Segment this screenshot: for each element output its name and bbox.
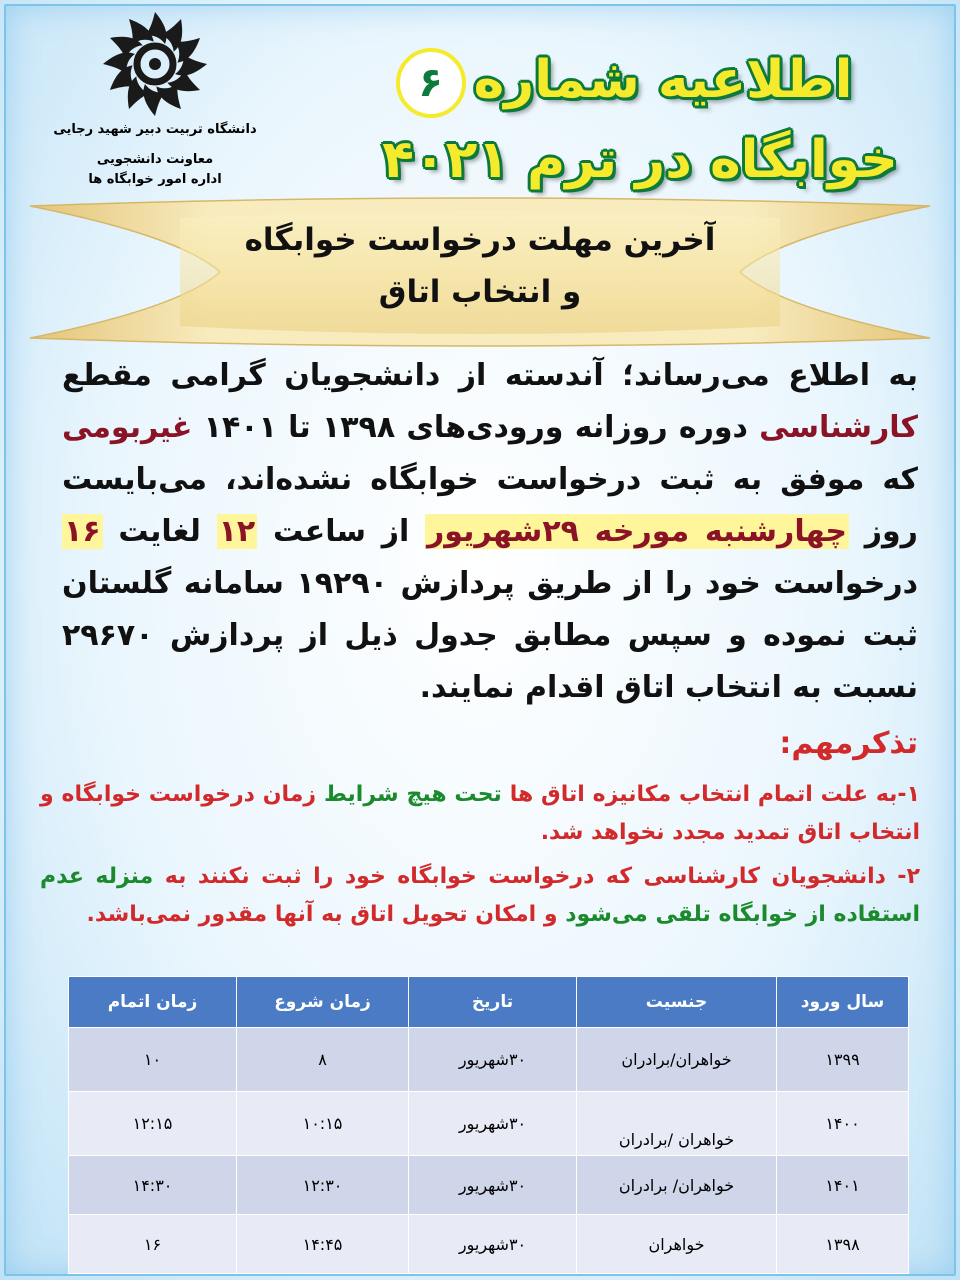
table-header-row <box>69 977 909 1028</box>
university-name: دانشگاه تربیت دبیر شهید رجایی <box>53 122 257 137</box>
degree-highlight: کارشناسی <box>759 410 918 445</box>
cell-entry-year: ۱۴۰۰ <box>777 1092 909 1156</box>
column-header-gender: جنسیت <box>577 977 777 1028</box>
important-notes-heading: تذکرمهم: <box>779 726 918 761</box>
cell-gender: خواهران <box>577 1215 777 1274</box>
cell-end-time: ۱۲:۱۵ <box>69 1092 237 1156</box>
cell-start-time: ۱۰:۱۵ <box>237 1092 409 1156</box>
body-text: از ساعت <box>272 514 410 549</box>
body-text: دوره روزانه ورودی‌های ۱۳۹۸ تا ۱۴۰۱ <box>203 410 748 445</box>
cell-end-time: ۱۴:۳۰ <box>69 1156 237 1215</box>
announcement-title <box>310 40 930 120</box>
end-hour-highlight: ۱۶ <box>64 514 101 549</box>
table-row <box>69 1028 909 1092</box>
announcement-body <box>62 350 918 714</box>
cell-end-time: ۱۶ <box>69 1215 237 1274</box>
banner-line-1: آخرین مهلت درخواست خوابگاه <box>244 222 716 258</box>
table-row <box>69 1215 909 1274</box>
cell-end-time: ۱۰ <box>69 1028 237 1092</box>
cell-entry-year: ۱۴۰۱ <box>777 1156 909 1215</box>
cell-date: ۳۰شهریور <box>409 1156 577 1215</box>
cell-gender: خواهران /برادران <box>577 1092 777 1156</box>
scroll-banner <box>20 196 940 348</box>
department-name: معاونت دانشجویی <box>96 152 214 167</box>
note-1-emphasis: تحت هیچ شرایط <box>323 782 502 807</box>
announcement-subtitle: خوابگاه در ترم ۴۰۲۱ <box>382 130 898 190</box>
note-1-text: ۱-به علت اتمام انتخاب مکانیزه اتاق ها <box>509 782 920 807</box>
cell-date: ۳۰شهریور <box>409 1028 577 1092</box>
body-text: که موفق به ثبت درخواست خوابگاه نشده‌اند، می‌بایست روز <box>62 462 918 549</box>
cell-entry-year: ۱۳۹۹ <box>777 1028 909 1092</box>
note-1 <box>40 776 920 852</box>
table-row <box>69 1156 909 1215</box>
column-header-end-time: زمان اتمام <box>69 977 237 1028</box>
column-header-date: تاریخ <box>409 977 577 1028</box>
cell-date: ۳۰شهریور <box>409 1092 577 1156</box>
column-header-start-time: زمان شروع <box>237 977 409 1028</box>
note-1-text-end: زمان درخواست خوابگاه و انتخاب اتاق تمدید مجدد نخواهد شد. <box>40 782 920 845</box>
start-hour-highlight: ۱۲ <box>218 514 256 549</box>
body-text: درخواست خود را از طریق پردازش ۱۹۲۹۰ سامانه گلستان ثبت نموده و سپس مطابق جدول ذیل از پردازش ۲۹۶۷۰ نسبت به انتخاب اتاق اقدام نمایند. <box>62 566 918 705</box>
logo-block <box>40 8 270 190</box>
university-logo-icon <box>99 8 211 120</box>
title-text: اطلاعیه شماره <box>473 50 853 110</box>
cell-start-time: ۱۴:۴۵ <box>237 1215 409 1274</box>
announcement-number-badge: ۶ <box>396 48 466 118</box>
office-name: اداره امور خوابگاه ها <box>88 172 222 187</box>
note-2-text-end: و امکان تحویل اتاق به آنها مقدور نمی‌باشد. <box>86 902 558 927</box>
cell-date: ۳۰شهریور <box>409 1215 577 1274</box>
table-row <box>69 1092 909 1156</box>
date-highlight: چهارشنبه مورخه ۲۹شهریور <box>427 514 848 549</box>
note-2-text: ۲- دانشجویان کارشناسی که درخواست خوابگاه خود را ثبت نکنند به <box>164 864 920 889</box>
non-native-highlight: غیربومی <box>62 410 193 445</box>
body-text: به اطلاع می‌رساند؛ آندسته از دانشجویان گرامی مقطع <box>62 358 918 393</box>
cell-gender: خواهران/برادران <box>577 1028 777 1092</box>
cell-start-time: ۱۲:۳۰ <box>237 1156 409 1215</box>
cell-entry-year: ۱۳۹۸ <box>777 1215 909 1274</box>
schedule-table <box>68 976 909 1274</box>
column-header-entry-year: سال ورود <box>777 977 909 1028</box>
body-text: لغایت <box>118 514 201 549</box>
note-2 <box>40 858 920 934</box>
cell-gender: خواهران/ برادران <box>577 1156 777 1215</box>
schedule-table-wrapper <box>68 976 908 1274</box>
cell-start-time: ۸ <box>237 1028 409 1092</box>
note-2-emphasis: منزله عدم استفاده از خوابگاه تلقی می‌شود <box>40 864 920 927</box>
banner-line-2: و انتخاب اتاق <box>378 274 582 310</box>
